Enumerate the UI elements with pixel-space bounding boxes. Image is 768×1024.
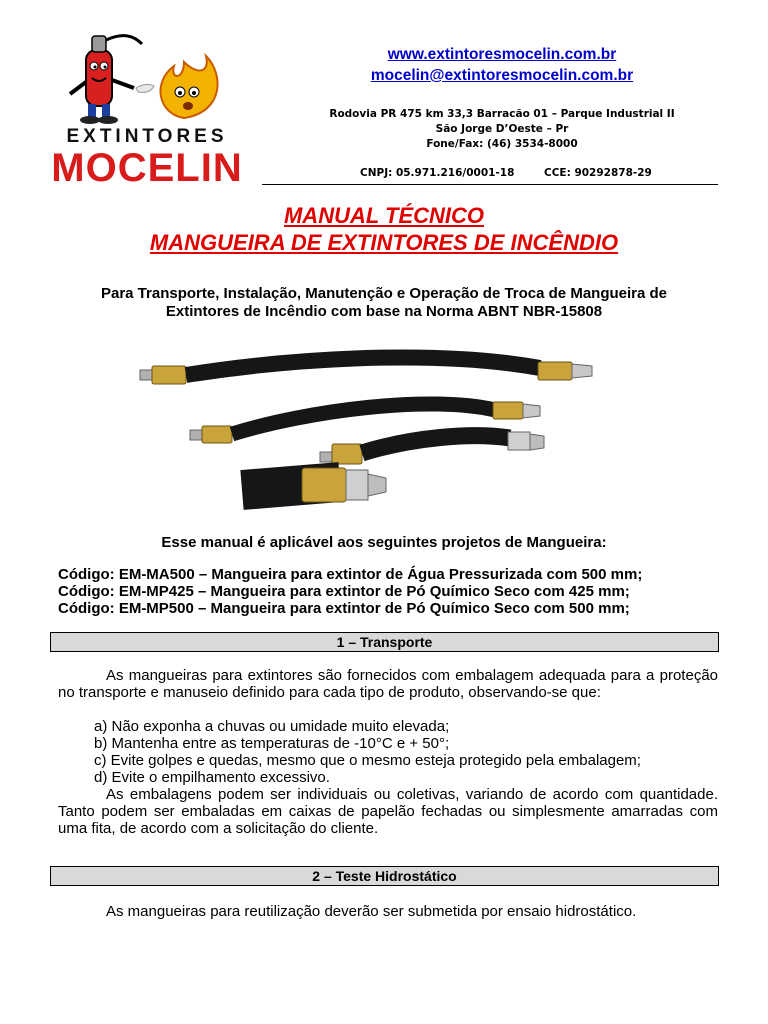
section-1-heading: 1 – Transporte (50, 632, 719, 652)
website-link[interactable]: www.extintoresmocelin.com.br (387, 46, 617, 63)
section-1-closing (58, 786, 718, 837)
logo-word-extintores: EXTINTORES (66, 126, 228, 147)
phone-fax: Fone/Fax: (46) 3534-8000 (426, 138, 578, 150)
code-item: Código: EM-MP425 – Mangueira para extintor de Pó Químico Seco com 425 mm; (58, 583, 630, 600)
section-1-item: b) Mantenha entre as temperaturas de -10°C e + 50°; (94, 735, 450, 752)
company-logo (34, 22, 260, 202)
hoses-image (130, 340, 600, 540)
email-link[interactable]: mocelin@extintoresmocelin.com.br (370, 67, 634, 84)
section-2-heading: 2 – Teste Hidrostático (50, 866, 719, 886)
header-divider (262, 184, 718, 185)
manual-title: MANUAL TÉCNICO (283, 203, 485, 228)
manual-subject-title: MANGUEIRA DE EXTINTORES DE INCÊNDIO (149, 230, 619, 255)
section-1-item: a) Não exponha a chuvas ou umidade muito elevada; (94, 718, 450, 735)
section-1-item: d) Evite o empilhamento excessivo. (94, 769, 330, 786)
address-line1: Rodovia PR 475 km 33,3 Barracão 01 – Parque Industrial II (329, 108, 675, 120)
hose-1 (140, 357, 592, 384)
subtitle-line2: Extintores de Incêndio com base na Norma ABNT NBR-15808 (165, 303, 603, 320)
section-1-closing-text: As embalagens podem ser individuais ou coletivas, variando de acordo com quantidade. Tanto podem ser embaladas em caixas de papelão fechadas ou simplesmente amarradas com uma fita, de acordo com a solicitação do cliente. (58, 786, 718, 837)
section-1-item: c) Evite golpes e quedas, mesmo que o mesmo esteja protegido pela embalagem; (94, 752, 641, 769)
section-1-intro (58, 667, 718, 701)
code-item: Código: EM-MP500 – Mangueira para extintor de Pó Químico Seco com 500 mm; (58, 600, 630, 617)
logo-word-mocelin: MOCELIN (51, 146, 243, 190)
applicable-heading: Esse manual é aplicável aos seguintes projetos de Mangueira: (161, 534, 607, 551)
hose-3 (320, 432, 544, 464)
section-1-intro-text: As mangueiras para extintores são fornecidos com embalagem adequada para a proteção no transporte e manuseio definido para cada tipo de produto, observando-se que: (58, 667, 718, 701)
hose-4 (242, 468, 386, 502)
subtitle-line1: Para Transporte, Instalação, Manutenção e Operação de Troca de Mangueira de (100, 285, 668, 302)
cnpj: CNPJ: 05.971.216/0001-18 (360, 167, 515, 179)
mascot-illustration (34, 22, 260, 126)
code-item: Código: EM-MA500 – Mangueira para extintor de Água Pressurizada com 500 mm; (58, 566, 643, 583)
cce: CCE: 90292878-29 (544, 167, 652, 179)
address-line2: São Jorge D’Oeste – Pr (435, 123, 569, 135)
section-2-text: As mangueiras para reutilização deverão ser submetida por ensaio hidrostático. (106, 903, 637, 920)
